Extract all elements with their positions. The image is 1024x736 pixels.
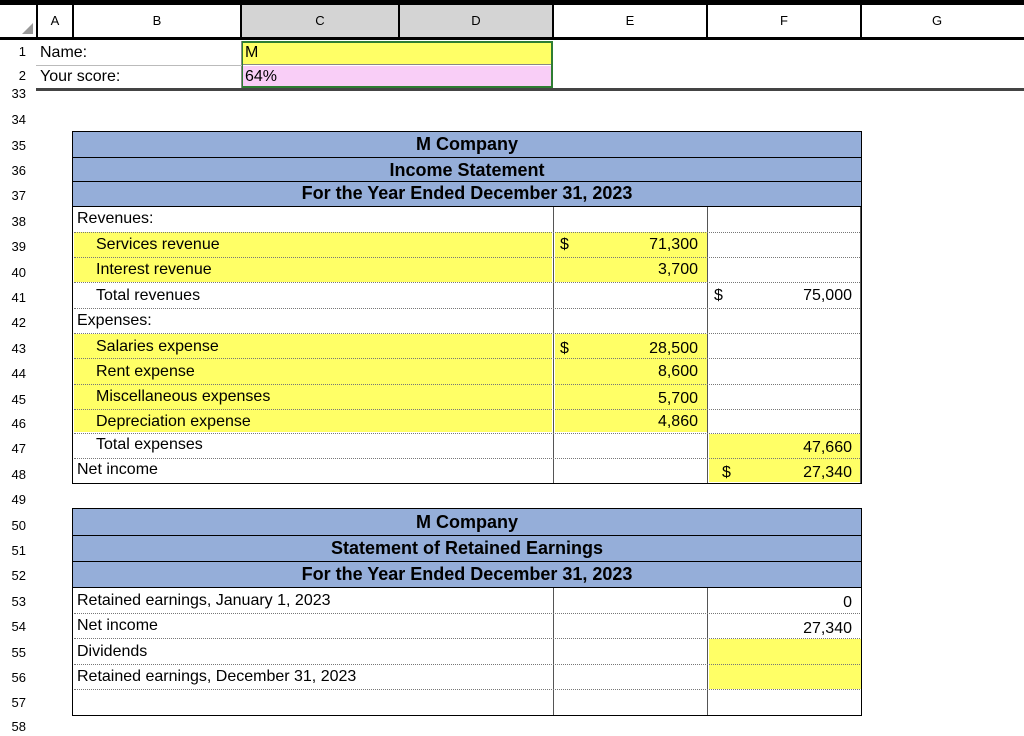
row-header-40[interactable]: 40 — [0, 263, 36, 283]
income-period: For the Year Ended December 31, 2023 — [301, 183, 633, 203]
misc-expense-value: 5,700 — [657, 390, 698, 407]
row-header-58[interactable]: 58 — [0, 718, 36, 736]
retained-beginning-label: Retained earnings, January 1, 2023 — [77, 592, 331, 609]
expenses-label: Expenses: — [77, 312, 152, 329]
total-revenues-dollar: $ — [714, 287, 723, 304]
column-header-c[interactable]: C — [242, 5, 398, 37]
row-header-44[interactable]: 44 — [0, 364, 36, 384]
revenues-label: Revenues: — [77, 210, 154, 227]
row-header-35[interactable]: 35 — [0, 136, 36, 156]
income-title: M Company — [415, 134, 518, 154]
name-value: M — [245, 44, 259, 61]
row-header-52[interactable]: 52 — [0, 566, 36, 586]
income-row-line — [74, 409, 860, 410]
retained-col-divider-1 — [553, 588, 554, 715]
row-header-49[interactable]: 49 — [0, 490, 36, 510]
row-header-55[interactable]: 55 — [0, 643, 36, 663]
income-header-line-3 — [73, 206, 861, 207]
retained-row-line — [74, 664, 860, 665]
row-header-42[interactable]: 42 — [0, 313, 36, 333]
rent-expense-label: Rent expense — [96, 363, 195, 380]
rent-expense-value: 8,600 — [657, 363, 698, 380]
services-revenue-dollar: $ — [560, 236, 569, 253]
row-header-54[interactable]: 54 — [0, 617, 36, 637]
selection-outline — [241, 41, 553, 88]
services-revenue-label: Services revenue — [96, 236, 220, 253]
name-label: Name: — [40, 44, 88, 61]
retained-header-line-3 — [73, 587, 861, 588]
interest-revenue-value: 3,700 — [657, 261, 698, 278]
row-header-57[interactable]: 57 — [0, 693, 36, 713]
column-header-e[interactable]: E — [554, 5, 706, 37]
row-header-38[interactable]: 38 — [0, 212, 36, 232]
net-income-label: Net income — [77, 461, 158, 478]
retained-period: For the Year Ended December 31, 2023 — [301, 564, 633, 584]
row-header-41[interactable]: 41 — [0, 288, 36, 308]
salaries-expense-label: Salaries expense — [96, 338, 219, 355]
row-header-51[interactable]: 51 — [0, 541, 36, 561]
retained-net-income-value: 27,340 — [803, 620, 852, 637]
retained-title: M Company — [415, 512, 518, 532]
total-expenses-value: 47,660 — [803, 439, 852, 456]
row-header-45[interactable]: 45 — [0, 390, 36, 410]
income-row-line — [74, 433, 860, 434]
row-header-33[interactable]: 33 — [0, 86, 36, 102]
income-header-line-2 — [73, 181, 861, 182]
income-row-line — [74, 232, 860, 233]
retained-row-line — [74, 638, 860, 639]
dividends-label: Dividends — [77, 643, 148, 660]
total-revenues-value: 75,000 — [803, 287, 852, 304]
retained-header-line-1 — [73, 535, 861, 536]
name-row-divider — [36, 65, 242, 66]
net-income-value: 27,340 — [803, 464, 852, 481]
column-header-bar — [0, 0, 1024, 40]
row-header-1[interactable]: 1 — [0, 42, 36, 62]
row-header-37[interactable]: 37 — [0, 186, 36, 206]
retained-row-line — [74, 689, 860, 690]
retained-row-line — [74, 613, 860, 614]
interest-revenue-label: Interest revenue — [96, 261, 212, 278]
row-header-34[interactable]: 34 — [0, 110, 36, 130]
services-revenue-value: 71,300 — [649, 236, 698, 253]
select-all-icon — [22, 23, 33, 34]
income-row-line — [74, 282, 860, 283]
misc-expense-label: Miscellaneous expenses — [96, 388, 271, 405]
net-income-dollar: $ — [722, 464, 731, 481]
select-all-corner[interactable] — [0, 5, 36, 37]
income-row-line — [74, 384, 860, 385]
salaries-expense-dollar: $ — [560, 340, 569, 357]
depreciation-expense-value: 4,860 — [657, 413, 698, 430]
income-col-divider-1 — [553, 207, 554, 483]
retained-subtitle: Statement of Retained Earnings — [330, 538, 604, 558]
score-label: Your score: — [40, 68, 121, 85]
total-revenues-label: Total revenues — [96, 287, 201, 304]
row-header-2[interactable]: 2 — [0, 66, 36, 86]
row-header-46[interactable]: 46 — [0, 414, 36, 434]
income-row-line — [74, 333, 860, 334]
row-header-39[interactable]: 39 — [0, 237, 36, 257]
retained-beginning-value: 0 — [843, 594, 852, 611]
retained-header-line-2 — [73, 561, 861, 562]
total-expenses-label: Total expenses — [96, 436, 203, 453]
income-row-line — [74, 358, 860, 359]
row-header-47[interactable]: 47 — [0, 439, 36, 459]
column-header-f[interactable]: F — [708, 5, 860, 37]
row-header-53[interactable]: 53 — [0, 592, 36, 612]
column-header-b[interactable]: B — [74, 5, 240, 37]
income-row-line — [74, 458, 860, 459]
income-header-line-1 — [73, 157, 861, 158]
income-row-line — [74, 257, 860, 258]
row-header-56[interactable]: 56 — [0, 668, 36, 688]
row-header-48[interactable]: 48 — [0, 465, 36, 485]
income-col-divider-2 — [707, 207, 708, 483]
retained-col-divider-2 — [707, 588, 708, 715]
column-header-a[interactable]: A — [38, 5, 72, 37]
row-header-36[interactable]: 36 — [0, 161, 36, 181]
column-header-g[interactable]: G — [862, 5, 1012, 37]
salaries-expense-value: 28,500 — [649, 340, 698, 357]
income-col-divider-3 — [860, 207, 861, 483]
row-header-43[interactable]: 43 — [0, 339, 36, 359]
score-value: 64% — [245, 68, 278, 85]
income-subtitle: Income Statement — [389, 160, 545, 180]
row-header-50[interactable]: 50 — [0, 516, 36, 536]
column-header-edge — [1012, 5, 1024, 37]
income-row-line — [74, 308, 860, 309]
retained-net-income-label: Net income — [77, 617, 158, 634]
retained-ending-label: Retained earnings, December 31, 2023 — [77, 668, 357, 685]
column-header-d[interactable]: D — [400, 5, 552, 37]
depreciation-expense-label: Depreciation expense — [96, 413, 251, 430]
frozen-pane-divider — [0, 88, 1024, 91]
